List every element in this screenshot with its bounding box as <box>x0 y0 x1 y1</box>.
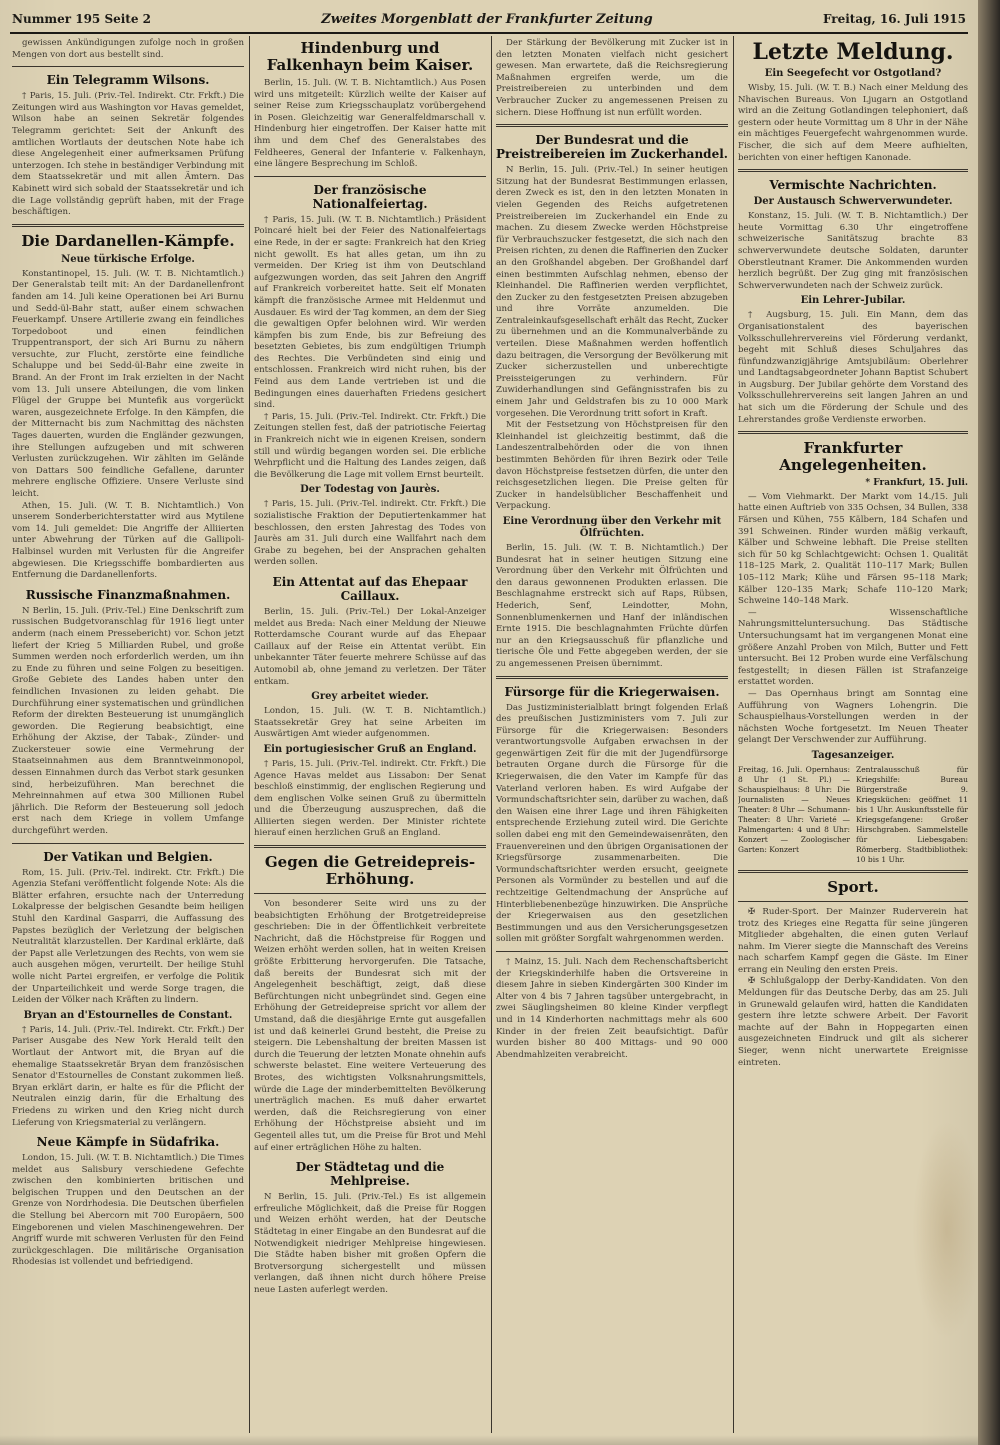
headline-nationalfeiertag: Der französische Nationalfeiertag. <box>312 182 428 211</box>
paper-stain <box>912 1120 978 1340</box>
headline-letzte-meldung: Letzte Meldung. <box>752 39 954 65</box>
article-text: † Paris, 15. Juli. (Priv.-Tel. Indirekt. Ctr. Frkft.) Die Zeitungen stellen fest, daß der patriotische Feiertag in Frankreich nicht wie in eigenen Kreisen, sondern still und würdig begangen worden sei. Die erbliche Wehrpflicht und die Haltung des Landes zeigen, daß die Bevölkerung die Lage mit vollem Ernst beurteilt. <box>254 411 486 480</box>
header-page-number: Nummer 195 Seite 2 <box>12 12 152 26</box>
column-rule <box>733 36 734 1433</box>
article-text: Konstantinopel, 15. Juli. (W. T. B. Nichtamtlich.) Der Generalstab teilt mit: An der Dardanellenfront fanden am 14. Juli keine Operationen bei Ari Burnu und Sedd-ül-Bahr statt, außer einem schwachen Feuerkampf. Unsere Artillerie zwang ein feindliches Torpedoboot und einen feindlichen Truppentransport, der sich Ari Burnu zu nähern versuchte, zur Flucht, zerstörte eine feindliche Schaluppe und bei Sedd-ül-Bahr eine zweite in Brand. An der Front im Irak erzielten in der Nacht vom 13. Juli unsere Abteilungen, die vom linken Flügel der Gruppe bei Muntefik aus vorgerückt waren, ausgezeichnete Erfolge. In den Kämpfen, die der Mitternacht bis zum Nachmittag des nächsten Tages dauerten, wurden die Engländer gezwungen, ihre Stellungen aufzugeben und mit schweren Verlusten zurückzugehen. Wir zählten im Gelände von Dattars 500 feindliche Gefallene, darunter mehrere englische Offiziere. Unsere Verluste sind leicht. <box>12 268 244 499</box>
dateline: * Frankfurt, 15. Juli. <box>865 478 968 489</box>
article-text: N Berlin, 15. Juli. (Priv.-Tel.) In seiner heutigen Sitzung hat der Bundesrat Bestimmungen erlassen, deren Zweck es ist, den in den letzten Monaten in vielen Gegenden des Reichs aufgetretenen Preistreibereien im Zuckerhandel ein Ende zu machen. Zu diesem Zwecke werden Höchstpreise für Verbrauchszucker festgesetzt, die sich nach den Preisen richten, zu denen die Raffinerien den Zucker an den Großhandel abgeben. Der Großhandel darf einen bestimmten Aufschlag nehmen, ebenso der Kleinhandel. Die Raffinerien werden verpflichtet, den Zucker zu den festgesetzten Preisen abzugeben und ihre Vorräte anzumelden. Die Zentraleinkaufsgesellschaft erhält das Recht, Zucker zu übernehmen und an die Kommunalverbände zu verteilen. Diese Maßnahmen werden hoffentlich dazu beitragen, die Versorgung der Bevölkerung mit Zucker sicherzustellen und unberechtigte Preissteigerungen zu verhindern. Für Zuwiderhandlungen sind Gefängnisstrafen bis zu einem Jahr und Geldstrafen bis zu 10 000 Mark vorgesehen. Die Verordnung tritt sofort in Kraft. <box>496 165 728 419</box>
headline-vatikan: Der Vatikan und Belgien. <box>43 849 213 864</box>
column-rule <box>491 36 492 1433</box>
headline-staedtetag: Der Städtetag und die Mehlpreise. <box>295 1160 445 1189</box>
subheadline-jaures: Der Todestag von Jaurès. <box>300 484 440 496</box>
page-header <box>12 10 966 28</box>
headline-russische: Russische Finanzmaßnahmen. <box>25 587 231 602</box>
divider <box>496 951 728 952</box>
column-3 <box>496 38 728 1433</box>
article-text: † Paris, 14. Juli. (Priv.-Tel. Indirekt. Ctr. Frkft.) Der Pariser Ausgabe des New York Herald teilt den Wortlaut der Antwort mit, die Bryan auf die ehemalige Staatssekretär Bryan dem französischen Senator d'Estournelles de Constant zukommen ließ. Bryan erklärt darin, er halte es für die Pflicht der Neutralen einzig darin, für die Erhaltung des Friedens zu wirken und den Krieg nicht durch Lieferung von Kriegsmaterial zu verlängern. <box>12 1024 244 1128</box>
subheadline-bryan: Bryan an d'Estournelles de Constant. <box>23 1009 233 1021</box>
header-masthead: Zweites Morgenblatt der Frankfurter Zeitung <box>321 11 653 27</box>
divider <box>12 66 244 67</box>
subheadline-grey: Grey arbeitet wieder. <box>311 691 429 703</box>
column-2 <box>254 38 486 1433</box>
headline-getreidepreis: Gegen die Getreidepreis-Erhöhung. <box>264 853 476 889</box>
article-text: — Das Opernhaus bringt am Sonntag eine Aufführung von Wagners Lohengrin. Die Schauspielhaus-Vorstellungen werden in der nächsten Woche fortgesetzt. Im Neuen Theater gelangt Der Verschwender zur Aufführung. <box>738 688 968 746</box>
subheadline-erfolge: Neue türkische Erfolge. <box>61 253 195 265</box>
divider <box>12 224 244 227</box>
headline-sport: Sport. <box>827 877 879 896</box>
article-text: † Paris, 15. Juli. (Priv.-Tel. Indirekt. Ctr. Frkft.) Die Zeitungen wird aus Washington vor Havas gemeldet, Wilson habe an seinen Sekretär folgendes Telegramm gerichtet: Seit der Ankunft des amtlichen Wortlauts der deutschen Note habe ich diese Angelegenheit einer aufmerksamen Prüfung unterzogen. Ich stehe in beständiger Verbindung mit dem Staatssekretär und mit allen Ämtern. Das Kabinett wird sich sobald der Staatssekretär und ich die Lage vollständig geprüft haben, mit der Frage beschäftigen. <box>12 91 244 218</box>
article-text: Berlin, 15. Juli. (W. T. B. Nichtamtlich.) Der Bundesrat hat in seiner heutigen Sitzung eine Verordnung über den Verkehr mit Ölfrüchten und den daraus gewonnenen Produkten erlassen. Die Beschlagnahme erstreckt sich auf Raps, Rübsen, Hederich, Senf, Leindotter, Mohn, Sonnenblumenkernen und Hanf der inländischen Ernte 1915. Die beschlagnahmten Früchte dürfen nur an den Kriegsausschuß für pflanzliche und tierische Öle und Fette abgegeben werden, der sie zu angemessenen Preisen übernimmt. <box>496 542 728 669</box>
header-date: Freitag, 16. Juli 1915 <box>822 12 966 26</box>
article-text: — Vom Viehmarkt. Der Markt vom 14./15. Juli hatte einen Auftrieb von 335 Ochsen, 34 Bullen, 338 Färsen und Kühen, 755 Kälbern, 184 Schafen und 391 Schweinen. Rinder wurden mäßig verkauft, Kälber und Schweine lebhaft. Die Preise stellten sich für 50 kg Schlachtgewicht: Ochsen 1. Qualität 118–125 Mark, 2. Qualität 110–117 Mark; Bullen 105–112 Mark; Kühe und Färsen 95–118 Mark; Kälber 120–135 Mark; Schafe 110–120 Mark; Schweine 140–148 Mark. <box>738 491 968 607</box>
column-rule <box>249 36 250 1433</box>
article-text: ✠ Schlußgalopp der Derby-Kandidaten. Von den Meldungen für das Deutsche Derby, das am 25. Juli in Grunewald gelaufen wird, hatten die Kandidaten gestern ihre letzte schwere Arbeit. Der Favorit machte auf der Bahn in Hoppegarten einen ausgezeichneten Eindruck und gilt als sicherer Sieger, wenn nicht unerwartete Ereignisse eintreten. <box>738 976 968 1068</box>
headline-caillaux: Ein Attentat auf das Ehepaar Caillaux. <box>272 574 468 603</box>
binding-edge <box>978 0 1000 1445</box>
article-text: N Berlin, 15. Juli. (Priv.-Tel.) Es ist allgemein erfreuliche Möglichkeit, daß die Preise für Roggen und Weizen erhöht werden, hat der Deutsche Städtetag in einer Eingabe an den Bundesrat auf die Notwendigkeit niedriger Mehlpreise hingewiesen. Die Städte haben bisher mit großen Opfern die Brotversorgung sichergestellt und müssen verlangen, daß ihnen nicht durch höhere Preise neue Lasten auferlegt werden. <box>254 1192 486 1295</box>
article-text: Rom, 15. Juli. (Priv.-Tel. indirekt. Ctr. Frkft.) Die Agenzia Stefani veröffentlicht folgende Note: Als die Blätter erfahren, ersuchte nach der Unterredung Lokalpresse der belgischen Gesandte beim heiligen Stuhl den Kardinal Gasparri, die Auffassung des Papstes bezüglich der Verletzung der belgischen Neutralität klarzustellen. Der Kardinal erklärte, daß der Papst alle Verletzungen des Rechts, von wem sie auch ausgehen mögen, verurteilt. Der heilige Stuhl wolle nicht Partei ergreifen, er verfolge die Politik der Unparteilichkeit und werde Sorge tragen, die Leiden der Völker nach Kräften zu lindern. <box>12 867 244 1006</box>
article-text: Berlin, 15. Juli. (Priv.-Tel.) Der Lokal-Anzeiger meldet aus Breda: Nach einer Meldung der Nieuwe Rotterdamsche Courant wurde auf das Ehepaar Caillaux auf der Reise ein Attentat verübt. Ein unbekannter Täter feuerte mehrere Schüsse auf das Automobil ab, ohne jemand zu verletzen. Der Täter entkam. <box>254 606 486 687</box>
article-text: Mit der Festsetzung von Höchstpreisen für den Kleinhandel ist gleichzeitig bestimmt, daß die Landeszentralbehörden oder die von ihnen bestimmten Behörden für ihren Bezirk oder Teile davon Höchstpreise festsetzen dürfen, die unter den reichsgesetzlichen liegen. Die Preise gelten für Zucker in handelsüblicher Beschaffenheit und Verpackung. <box>496 420 728 512</box>
page-shadow <box>0 1435 978 1445</box>
subheadline-oelfruechte: Eine Verordnung über den Verkehr mit Ölfrüchten. <box>502 515 722 539</box>
subheadline-austausch: Der Austausch Schwerverwundeter. <box>753 196 953 208</box>
article-text: ✠ Ruder-Sport. Der Mainzer Ruderverein hat trotz des Krieges eine Regatta für seine jüngeren Mitglieder abgehalten, die einen guten Verlauf nahm. Im Vierer siegte die Mannschaft des Vereins nach scharfem Kampf gegen die Gäste. Im Einer errang ein Neuling den ersten Preis. <box>738 906 968 975</box>
headline-fuersorge: Fürsorge für die Kriegerwaisen. <box>504 684 720 699</box>
article-text: London, 15. Juli. (W. T. B. Nichtamtlich.) Die Times meldet aus Salisbury verschiedene Gefechte zwischen den kombinierten britischen und belgischen Truppen und den Deutschen an der Grenze von Nordrhodesia. Die Deutschen überfielen die Stellung bei Abercorn mit 700 Europäern, 500 Eingeborenen und vielen Maschinengewehren. Der Angriff wurde mit schweren Verlusten für den Feind zurückgeschlagen. Die militärische Organisation Rhodesias ist vollendet und befriedigend. <box>12 1153 244 1268</box>
tagesanzeiger-right: Zentralausschuß für Kriegshilfe: Bureau Bürgerstraße 9. Kriegsküchen: geöffnet 11 bis 1 Uhr. Auskunftsstelle für Kriegsgefangene: Großer Hirschgraben. Sammelstelle für Liebesgaben: Römerberg. Stadtbibliothek: 10 bis 1 Uhr. <box>856 764 968 864</box>
subheadline-seegefecht: Ein Seegefecht vor Ostgotland? <box>764 68 942 79</box>
article-text: † Paris, 15. Juli. (Priv.-Tel. indirekt. Ctr. Frkft.) Die sozialistische Fraktion der Deputiertenkammer hat beschlossen, den ersten Jahrestag des Todes von Jaurès am 31. Juli durch eine Wallfahrt nach dem Grabe zu begehen, bei der Ansprachen gehalten werden sollen. <box>254 499 486 568</box>
headline-telegramm: Ein Telegramm Wilsons. <box>46 73 210 88</box>
tagesanzeiger-left: Freitag, 16. Juli. Opernhaus: 8 Uhr (1 St. Pl.) — Schauspielhaus: 8 Uhr: Die Journalisten — Neues Theater: 8 Uhr — Schumann-Theater: 8 Uhr: Varieté — Palmengarten: 4 und 8 Uhr: Konzert — Zoologischer Garten: Konzert <box>738 764 850 854</box>
subheadline-lehrer: Ein Lehrer-Jubilar. <box>800 295 906 307</box>
divider <box>738 870 968 873</box>
article-text: — Wissenschaftliche Nahrungsmitteluntersuchung. Das Städtische Untersuchungsamt hat im vergangenen Monat eine größere Anzahl Proben von Milch, Butter und Fett untersucht. Bei 12 Proben wurde eine Verfälschung festgestellt; in diesen Fällen ist Strafanzeige erstattet worden. <box>738 607 968 688</box>
article-text: † Paris, 15. Juli. (Priv.-Tel. indirekt. Ctr. Frkft.) Die Agence Havas meldet aus Lissabon: Der Senat beschloß einstimmig, der englischen Regierung und dem englischen Volke seinen Gruß zu übermitteln und die Überzeugung auszusprechen, daß die Alliierten siegen werden. Der Minister richtete hierauf einen herzlichen Gruß an England. <box>254 758 486 839</box>
article-text: † Augsburg, 15. Juli. Ein Mann, dem das Organisationstalent des bayerischen Volksschullehrervereins viel Förderung verdankt, begeht mit Schluß dieses Schuljahres das fünfundzwanzigjährige Amtsjubiläum: Oberlehrer und Landtagsabgeordneter Johann Baptist Schubert in Augsburg. Der Jubilar gehörte dem Vorstand des Volksschullehrervereins seit langen Jahren an und hat sich um die Förderung der Schule und des Lehrerstandes große Verdienste erworben. <box>738 310 968 425</box>
article-text: N Berlin, 15. Juli. (Priv.-Tel.) Eine Denkschrift zum russischen Budgetvoranschlag für 1916 liegt unter anderm (nach einem Pressebericht) vor. Schon jetzt liefert der Krieg 5 Milliarden Rubel, und große Summen werden noch erforderlich werden, um ihn zu Ende zu führen und seine Folgen zu beseitigen. Große Gebiete des Landes haben unter den feindlichen Invasionen zu leiden gehabt. Die Durchführung einer systematischen und gründlichen Reform der direkten Besteuerung ist unumgänglich geworden. Die Regierung beabsichtigt, eine Erhöhung der Akzise, der Tabak-, Zünder- und Zuckersteuer sowie eine Vermehrung der Staatseinnahmen aus dem Branntweinmonopol, dessen Einnahmen durch das Verbot stark gesunken sind, herbeizuführen. Man berechnet die Mehreinnahmen auf etwa 300 Millionen Rubel jährlich. Die Reform der Besteuerung soll jedoch erst nach dem Kriege in vollem Umfange durchgeführt werden. <box>12 605 244 837</box>
subheadline-portugal: Ein portugiesischer Gruß an England. <box>263 743 477 755</box>
divider <box>254 845 486 848</box>
article-text: Wisby, 15. Juli. (W. T. B.) Nach einer Meldung des Nhavischen Bureaus. Von Ljugarn an Ostgotland wird an die Zeitung Gotlandingen telephoniert, daß gestern oder heute Vormittag um 8 Uhr in der Nähe ein mächtiges Feuergefecht wahrgenommen wurde. Fischer, die sich auf dem Meere aufhielten, berichten von einer heftigen Kanonade. <box>738 83 968 163</box>
article-text: Berlin, 15. Juli. (W. T. B. Nichtamtlich.) Aus Posen wird uns mitgeteilt: Kürzlich weilte der Kaiser auf seiner Reise zum Kriegsschauplatz vorübergehend in Posen. Gleichzeitig war Generalfeldmarschall v. Hindenburg hier eingetroffen. Der Kaiser hatte mit ihm und dem Chef des Generalstabes des Feldheeres, General der Infanterie v. Falkenhayn, eine längere Besprechung im Schloß. <box>254 78 486 170</box>
header-rule <box>10 32 968 34</box>
article-text: Konstanz, 15. Juli. (W. T. B. Nichtamtlich.) Der heute Vormittag 6.30 Uhr eingetroffene schweizerische Sanitätszug brachte 83 schwerverwundete deutsche Soldaten, darunter Oberstleutnant Kramer. Die Ankommenden wurden herzlich begrüßt. Der Zug ging mit französischen Schwerverwundeten nach der Schweiz zurück. <box>738 211 968 291</box>
article-text: Athen, 15. Juli. (W. T. B. Nichtamtlich.) Von unserem Sonderberichterstatter wird aus Mytilene vom 14. Juli gemeldet: Die Angriffe der Alliierten unter Abwehrung der Türken auf die Gallipoli-Halbinsel wurden mit Verlusten für die Angreifer abgewiesen. Die Kriegsschiffe bombardierten aus Entfernung die Dardanellenforts. <box>12 500 244 581</box>
headline-hindenburg: Hindenburg und Falkenhayn beim Kaiser. <box>266 39 474 74</box>
article-text: † Paris, 15. Juli. (W. T. B. Nichtamtlich.) Präsident Poincaré hielt bei der Feier des Nationalfeiertags eine Rede, in der er sagte: Frankreich hat den Krieg nicht gewollt. Es hat alles getan, um ihn zu vermeiden. Der Krieg ist ihm von Deutschland aufgezwungen worden, das seit Jahren den Angriff auf Frankreich vorbereitet hatte. Seit elf Monaten kämpft die französische Armee mit Heldenmut und Ausdauer. Es wird der Tag kommen, an dem der Sieg die gewaltigen Opfer belohnen wird. Wir werden kämpfen bis zum Ende, bis zur Befreiung des besetzten Gebietes, bis zum endgültigen Triumph des Rechtes. Die Verbündeten sind einig und entschlossen. Frankreich wird nicht ruhen, bis der Feind aus dem Lande vertrieben ist und die Bedingungen eines dauerhaften Friedens gesichert sind. <box>254 214 486 411</box>
headline-bundesrat: Der Bundesrat und die Preistreibereien im Zuckerhandel. <box>496 133 728 162</box>
divider <box>738 901 968 902</box>
tagesanzeiger-table <box>738 765 968 865</box>
subheadline-tagesanzeiger: Tagesanzeiger. <box>811 749 895 761</box>
article-text: † Mainz, 15. Juli. Nach dem Rechenschaftsbericht der Kriegskinderhilfe haben die Ortsvereine in diesem Jahre in sieben Kindergärten 300 Kinder im Alter von 4 bis 7 Jahren tagsüber untergebracht, in zwei Säuglingsheimen 80 kleine Kinder verpflegt und in 14 Kinderhorten nachmittags mehr als 600 Kinder in der freien Zeit beaufsichtigt. Dafür wurden bisher 80 400 Mittags- und 90 000 Abendmahlzeiten verabreicht. <box>496 956 728 1060</box>
headline-dardanellen: Die Dardanellen-Kämpfe. <box>21 231 235 250</box>
headline-vermischte: Vermischte Nachrichten. <box>769 178 937 193</box>
divider <box>738 431 968 434</box>
column-1 <box>12 38 244 1433</box>
divider <box>12 843 244 844</box>
divider <box>254 176 486 177</box>
divider <box>254 893 486 894</box>
divider <box>496 124 728 127</box>
headline-suedafrika: Neue Kämpfe in Südafrika. <box>36 1135 220 1150</box>
headline-frankfurter: Frankfurter Angelegenheiten. <box>779 439 927 475</box>
article-text: Das Justizministerialblatt bringt folgenden Erlaß des preußischen Justizministers vom 7. Juli zur Fürsorge für die Kriegerwaisen: Besonders verantwortungsvolle Aufgaben erwachsen in der gegenwärtigen Zeit für die mit der Jugendfürsorge betrauten Organe durch die Fürsorge für die Kriegerwaisen, die den Vater im Kampfe für das Vaterland verloren haben. Es wird Aufgabe der Vormundschaftsrichter sein, darüber zu wachen, daß den Waisen eine ihrer Lage und ihren Fähigkeiten entsprechende Erziehung zuteil wird. Die Gerichte sollen dabei eng mit den Gemeindewaisenräten, den Frauenvereinen und den übrigen Organisationen der Kriegsfürsorge zusammenarbeiten. Die Vormundschaftsrichter werden ersucht, geeignete Personen als Vormünder zu bestellen und auf die rechtzeitige Geltendmachung der Ansprüche auf Hinterbliebenenbezüge hinzuwirken. Die Ansprüche der Kriegerwaisen aus den gesetzlichen Bestimmungen und aus den Versicherungsgesetzen sollen mit größter Sorgfalt wahrgenommen werden. <box>496 702 728 945</box>
article-text: Von besonderer Seite wird uns zu der beabsichtigten Erhöhung der Brotgetreidepreise geschrieben: Die in der Öffentlichkeit verbreitete Nachricht, daß die Höchstpreise für Roggen und Weizen erhöht werden sollen, hat in weiten Kreisen größte Erbitterung hervorgerufen. Die Tatsache, daß bereits der Bundesrat sich mit der Angelegenheit beschäftigt, zeigt, daß diese Befürchtungen nicht unbegründet sind. Gegen eine Erhöhung der Getreidepreise spricht vor allem der Umstand, daß die diesjährige Ernte gut ausgefallen ist und daß keinerlei Grund besteht, die Preise zu steigern. Die Lebenshaltung der breiten Massen ist durch die Teuerung der letzten Monate ohnehin aufs schwerste belastet. Eine weitere Verteuerung des Brotes, des wichtigsten Volksnahrungsmittels, würde die Lage der minderbemittelten Bevölkerung unerträglich machen. Es muß daher erwartet werden, daß die Reichsregierung von einer Erhöhung der Höchstpreise absieht und im Gegenteil alles tut, um die Preise für Brot und Mehl auf einer erträglichen Höhe zu halten. <box>254 899 486 1153</box>
article-text: gewissen Ankündigungen zufolge noch in großen Mengen von dort aus bestellt sind. <box>12 38 244 60</box>
divider <box>496 676 728 679</box>
divider <box>738 169 968 172</box>
article-text: London, 15. Juli. (W. T. B. Nichtamtlich.) Staatssekretär Grey hat seine Arbeiten im Auswärtigen Amt wieder aufgenommen. <box>254 706 486 740</box>
article-text: Der Stärkung der Bevölkerung mit Zucker ist in den letzten Monaten vielfach nicht gesichert gewesen. Man erwartete, daß die Reichsregierung Maßnahmen ergreifen werde, um die Preistreibereien zu unterbinden und dem Verbraucher Zucker zu angemessenen Preisen zu sichern. Diese Hoffnung ist nun erfüllt worden. <box>496 38 728 118</box>
